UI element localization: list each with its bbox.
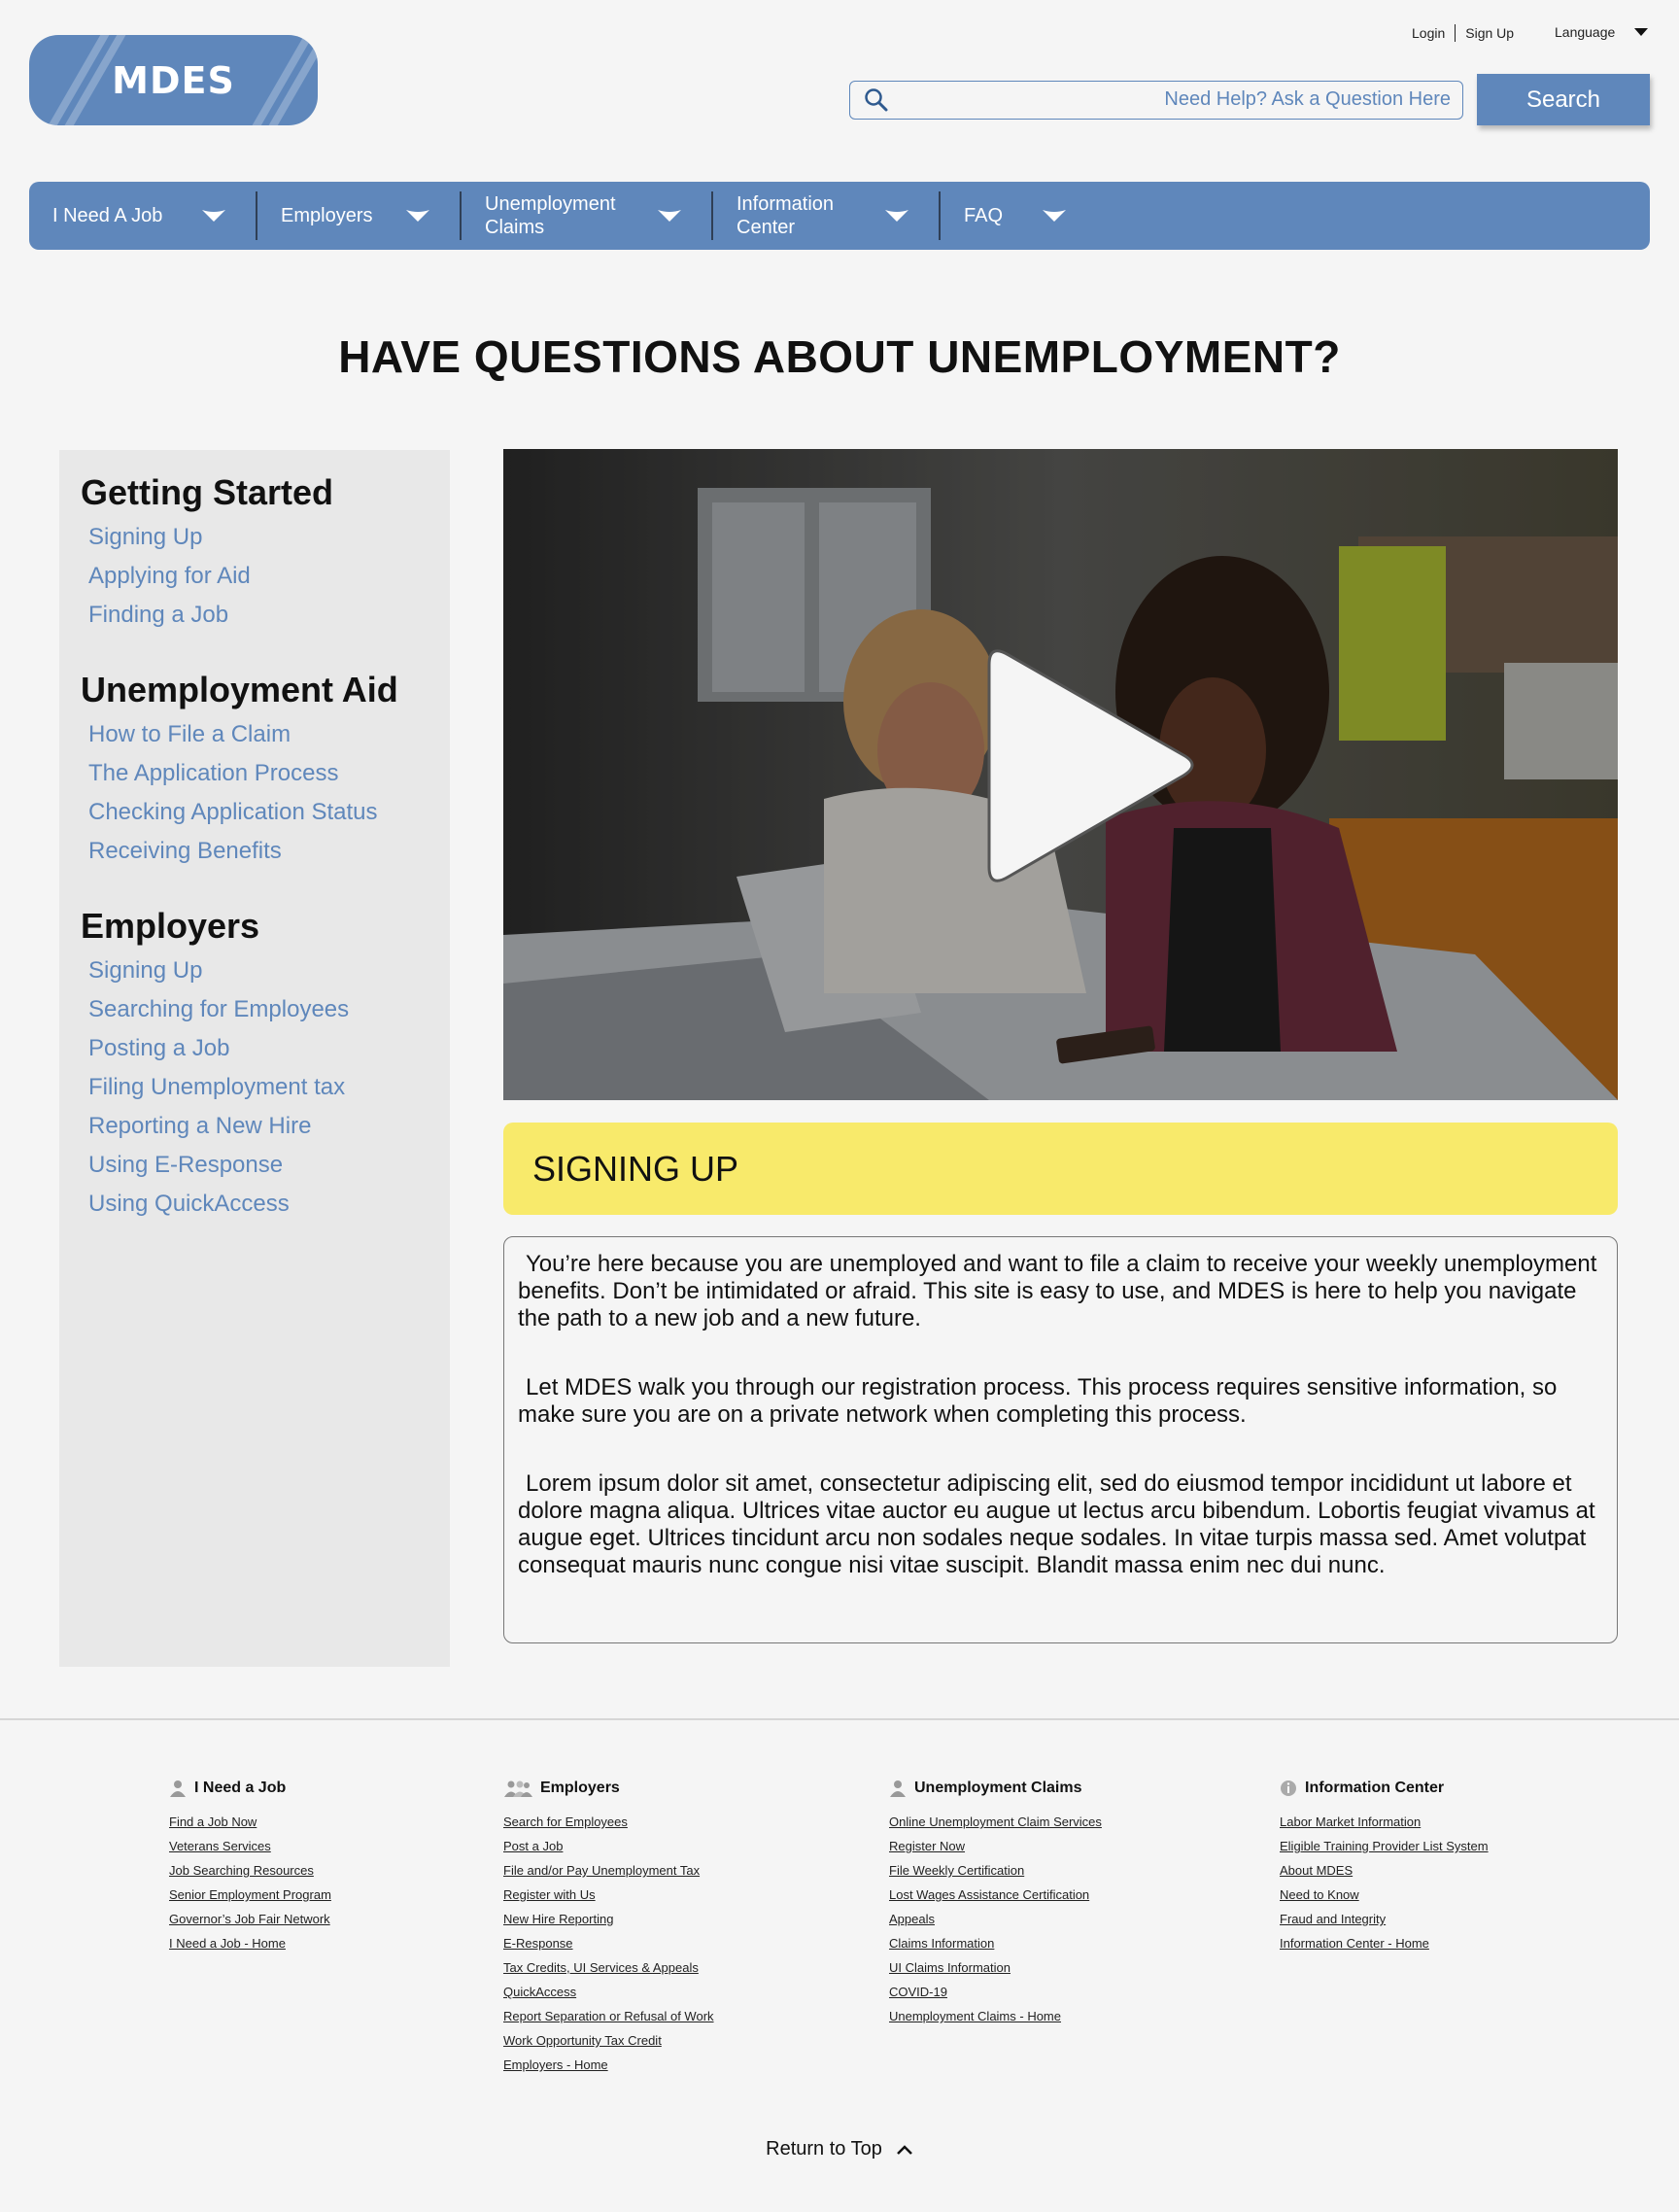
nav-item-information-center[interactable]: [713, 182, 939, 250]
chevron-down-icon: [201, 208, 226, 224]
footer-link[interactable]: Unemployment Claims - Home: [889, 2009, 1061, 2023]
footer-link[interactable]: Report Separation or Refusal of Work: [503, 2009, 714, 2023]
page-title: HAVE QUESTIONS ABOUT UNEMPLOYMENT?: [338, 331, 1341, 382]
divider: [1455, 24, 1456, 42]
search-box: [849, 81, 1463, 120]
footer-link[interactable]: Information Center - Home: [1280, 1936, 1429, 1951]
logo-stripe: [265, 35, 318, 125]
footer-link[interactable]: Claims Information: [889, 1936, 995, 1951]
footer-heading: [503, 1777, 714, 1800]
chevron-down-icon: [405, 208, 430, 224]
login-link[interactable]: Login: [1412, 25, 1446, 41]
people-group-icon: [503, 1780, 532, 1797]
sidebar-section-getting-started: [81, 471, 333, 635]
chevron-up-icon: [896, 2144, 913, 2156]
search-button[interactable]: Search: [1477, 74, 1650, 125]
person-icon: [169, 1780, 187, 1797]
footer-link[interactable]: Veterans Services: [169, 1839, 271, 1853]
footer-link[interactable]: Governor’s Job Fair Network: [169, 1912, 330, 1926]
language-select[interactable]: [1555, 24, 1648, 40]
footer-column-information-center: [1280, 1777, 1489, 1955]
nav-label: Information Center: [737, 193, 835, 238]
footer-link[interactable]: E-Response: [503, 1936, 573, 1951]
footer-heading-text: Information Center: [1305, 1780, 1445, 1796]
footer-link[interactable]: Need to Know: [1280, 1887, 1359, 1902]
info-icon: [1280, 1780, 1297, 1797]
footer-link[interactable]: Fraud and Integrity: [1280, 1912, 1387, 1926]
footer-link[interactable]: File Weekly Certification: [889, 1863, 1025, 1878]
section-title-banner: SIGNING UP: [503, 1123, 1618, 1215]
paragraph: You’re here because you are unemployed and want to file a claim to receive your weekly unemployment benefits. Don’t be intimidated or afraid. This site is easy to use, and MDES is here to help you navigate the path to a new job and a new future.: [518, 1251, 1597, 1331]
footer-link[interactable]: I Need a Job - Home: [169, 1936, 286, 1951]
paragraph: Lorem ipsum dolor sit amet, consectetur adipiscing elit, sed do eiusmod tempor incididunt ut labore et dolore magna aliqua. Ultrices vitae auctor eu augue ut lectus arcu bibendum. Lobortis feugiat vivamus at augue eget. Ultrices tincidunt arcu non sodales neque sodales. In vitae turpis massa sed. Amet volutpat consequat mauris nunc congue nisi vitae suscipit. Blandit massa enim nec dui nunc.: [518, 1470, 1595, 1578]
person-icon: [889, 1780, 907, 1797]
footer-link[interactable]: Tax Credits, UI Services & Appeals: [503, 1960, 699, 1975]
sidebar-link[interactable]: Finding a Job: [88, 602, 229, 628]
nav-label: Employers: [281, 205, 373, 226]
footer-heading: [1280, 1777, 1489, 1800]
footer-link[interactable]: COVID-19: [889, 1985, 947, 1999]
footer-link[interactable]: Search for Employees: [503, 1815, 628, 1829]
footer-link[interactable]: Online Unemployment Claim Services: [889, 1815, 1102, 1829]
footer-heading: [889, 1777, 1102, 1800]
footer-link[interactable]: Eligible Training Provider List System: [1280, 1839, 1489, 1853]
search-input[interactable]: [897, 82, 1451, 118]
sidebar-link[interactable]: The Application Process: [88, 760, 339, 786]
sidebar-link[interactable]: How to File a Claim: [88, 721, 291, 747]
footer-heading-text: Unemployment Claims: [914, 1780, 1082, 1796]
sidebar: [59, 450, 450, 1667]
video-player[interactable]: [503, 449, 1618, 1100]
sidebar-link[interactable]: Reporting a New Hire: [88, 1113, 312, 1139]
logo[interactable]: [29, 35, 318, 125]
nav-label: FAQ: [964, 205, 1004, 226]
main-nav: [29, 182, 1650, 250]
nav-label: Unemployment Claims: [485, 193, 616, 238]
nav-item-faq[interactable]: [941, 182, 1086, 250]
sidebar-section-employers: [81, 905, 349, 1224]
footer-link[interactable]: Job Searching Resources: [169, 1863, 314, 1878]
footer-link[interactable]: New Hire Reporting: [503, 1912, 614, 1926]
return-to-top-label: Return to Top: [766, 2138, 882, 2160]
language-label: Language: [1555, 24, 1616, 40]
footer-link[interactable]: Employers - Home: [503, 2057, 608, 2072]
nav-item-unemployment-claims[interactable]: [462, 182, 711, 250]
nav-item-i-need-a-job[interactable]: [29, 182, 256, 250]
nav-item-employers[interactable]: [257, 182, 460, 250]
footer-column-i-need-a-job: [169, 1777, 331, 1955]
sidebar-heading: Unemployment Aid: [81, 670, 398, 709]
sidebar-link[interactable]: Filing Unemployment tax: [88, 1074, 346, 1100]
footer-link[interactable]: UI Claims Information: [889, 1960, 1011, 1975]
footer-link[interactable]: QuickAccess: [503, 1985, 577, 1999]
chevron-down-icon: [1042, 208, 1067, 224]
logo-text: MDES: [112, 58, 235, 102]
auth-links: [1412, 24, 1514, 42]
footer-link[interactable]: Labor Market Information: [1280, 1815, 1422, 1829]
footer-link[interactable]: Post a Job: [503, 1839, 564, 1853]
footer-link[interactable]: Register Now: [889, 1839, 966, 1853]
footer-heading-text: Employers: [540, 1780, 620, 1796]
sidebar-section-unemployment-aid: [81, 669, 398, 871]
return-to-top-button[interactable]: [0, 2138, 1679, 2160]
footer-link[interactable]: Find a Job Now: [169, 1815, 257, 1829]
footer-link[interactable]: Lost Wages Assistance Certification: [889, 1887, 1090, 1902]
sidebar-heading: Getting Started: [81, 472, 334, 512]
footer-link[interactable]: About MDES: [1280, 1863, 1353, 1878]
sidebar-link[interactable]: Applying for Aid: [88, 563, 251, 589]
sidebar-link[interactable]: Searching for Employees: [88, 996, 350, 1022]
footer-link[interactable]: Senior Employment Program: [169, 1887, 331, 1902]
content-box: [503, 1236, 1618, 1643]
footer-divider: [0, 1718, 1679, 1720]
footer-heading: [169, 1777, 331, 1800]
sidebar-link[interactable]: Checking Application Status: [88, 799, 378, 825]
paragraph: Let MDES walk you through our registration process. This process requires sensitive information, so make sure you are on a private network when completing this process.: [518, 1374, 1558, 1428]
footer-link[interactable]: Work Opportunity Tax Credit: [503, 2033, 662, 2048]
sidebar-link[interactable]: Signing Up: [88, 957, 203, 984]
sidebar-link[interactable]: Signing Up: [88, 524, 203, 550]
sidebar-heading: Employers: [81, 906, 260, 946]
footer-column-employers: [503, 1777, 714, 2077]
signup-link[interactable]: Sign Up: [1465, 25, 1515, 41]
footer-link[interactable]: Appeals: [889, 1912, 935, 1926]
chevron-down-icon: [657, 208, 682, 224]
chevron-down-icon: [884, 208, 909, 224]
footer-link[interactable]: File and/or Pay Unemployment Tax: [503, 1863, 701, 1878]
footer-link[interactable]: Register with Us: [503, 1887, 596, 1902]
nav-label: I Need A Job: [52, 205, 163, 226]
footer-heading-text: I Need a Job: [194, 1780, 287, 1796]
search-icon: [864, 87, 889, 113]
video-thumbnail: [503, 449, 1618, 1100]
sidebar-link[interactable]: Using E-Response: [88, 1152, 284, 1178]
sidebar-link[interactable]: Using QuickAccess: [88, 1191, 290, 1217]
footer-column-unemployment-claims: [889, 1777, 1102, 2028]
sidebar-link[interactable]: Receiving Benefits: [88, 838, 282, 864]
chevron-down-icon: [1634, 28, 1648, 36]
sidebar-link[interactable]: Posting a Job: [88, 1035, 230, 1061]
